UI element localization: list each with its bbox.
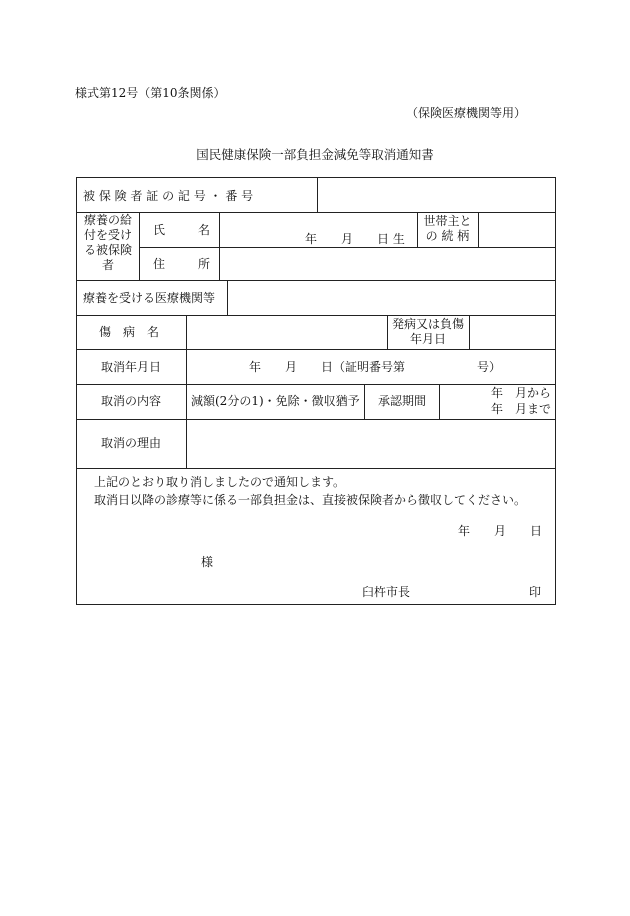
period-to-text: 年 月まで [491,402,552,416]
notice-line-2: 取消日以降の診療等に係る一部負担金は、直接被保険者から徴収してください。 [94,493,527,507]
onset-date-label: 発病又は負傷年月日 [391,317,464,346]
content-label: 取消の内容 [101,394,162,408]
institution-label: 療養を受ける医療機関等 [83,291,216,305]
notice-form-table [76,177,556,605]
relationship-label: 世帯主との 続 柄 [423,214,472,243]
disease-label: 傷 病 名 [99,325,160,339]
addressee-suffix: 様 [201,555,214,569]
address-field[interactable] [220,248,555,280]
notice-line-1: 上記のとおり取り消しましたので通知します。 [94,475,346,489]
address-label: 住 所 [153,257,214,271]
period-from-text: 年 月から [491,386,552,400]
relationship-field[interactable] [479,213,555,247]
reason-field[interactable] [187,420,555,468]
recipient-label: 療養の給付を受ける被保険者 [83,213,132,272]
cancel-date-label: 取消年月日 [101,360,162,374]
cancel-date-text: 年 月 日（証明番号第 号） [249,360,502,374]
reason-label: 取消の理由 [101,436,162,450]
notice-date: 年 月 日 [458,524,543,538]
content-text: 減額(2分の1)・免除・徴収猶予 [191,394,360,408]
approval-period-label: 承認期間 [378,394,427,408]
institution-field[interactable] [228,281,555,315]
issuer-name: 臼杵市長 [362,585,411,599]
onset-date-field[interactable] [470,316,555,349]
disease-field[interactable] [187,316,387,349]
insured-id-field[interactable] [318,178,555,212]
name-label: 氏 名 [153,223,214,237]
form-number: 様式第12号（第10条関係） [75,86,226,100]
usage-note: （保険医療機関等用） [405,106,526,120]
insured-id-label: 被 保 険 者 証 の 記 号 ・ 番 号 [83,189,254,203]
document-title: 国民健康保険一部負担金減免等取消通知書 [196,147,434,162]
birthdate-text: 年 月 日 生 [305,232,405,246]
seal-mark: 印 [529,585,542,599]
